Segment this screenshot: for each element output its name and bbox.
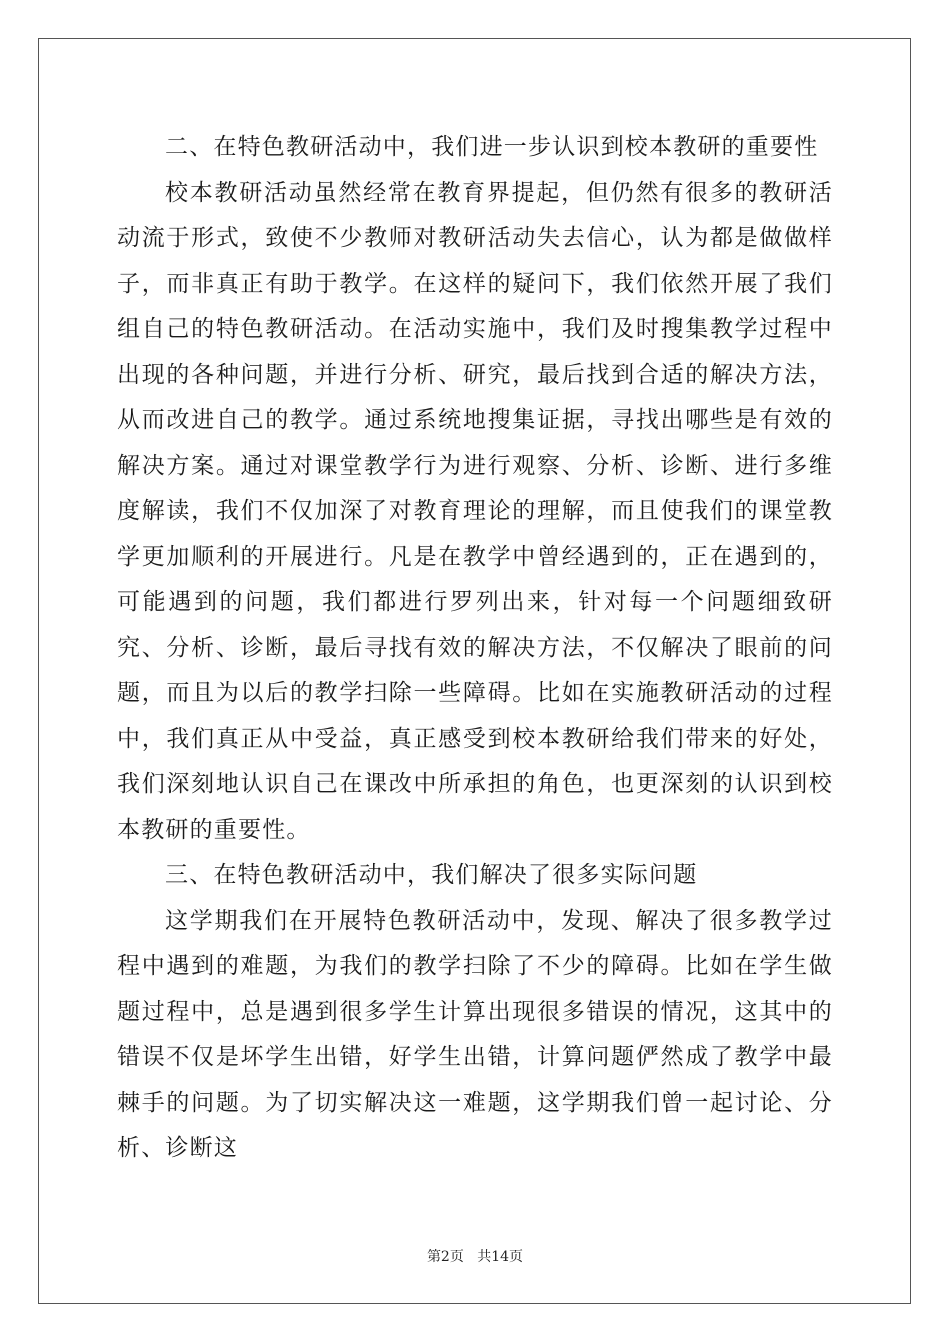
body-paragraph-2: 这学期我们在开展特色教研活动中，发现、解决了很多教学过程中遇到的难题，为我们的教学扫除了不少的障碍。比如在学生做题过程中，总是遇到很多学生计算出现很多错误的情况，这其中的错误不仅是坏学生出错，好学生出错，计算问题俨然成了教学中最棘手的问题。为了切实解决这一难题，这学期我们曾一起讨论、分析、诊断这: [117, 907, 833, 1161]
section-heading-2: 二、在特色教研活动中，我们进一步认识到校本教研的重要性: [165, 134, 819, 160]
page-number: 第2页: [426, 1249, 464, 1265]
page-total: 共14页: [477, 1249, 524, 1265]
section-heading-3: 三、在特色教研活动中，我们解决了很多实际问题: [165, 862, 698, 888]
page-footer: [0, 1246, 950, 1266]
document-body: [117, 125, 833, 1172]
body-paragraph-1: 校本教研活动虽然经常在教育界提起，但仍然有很多的教研活动流于形式，致使不少教师对教研活动失去信心，认为都是做做样子，而非真正有助于教学。在这样的疑问下，我们依然开展了我们组自己的特色教研活动。在活动实施中，我们及时搜集教学过程中出现的各种问题，并进行分析、研究，最后找到合适的解决方法，从而改进自己的教学。通过系统地搜集证据，寻找出哪些是有效的解决方案。通过对课堂教学行为进行观察、分析、诊断、进行多维度解读，我们不仅加深了对教育理论的理解，而且使我们的课堂教学更加顺利的开展进行。凡是在教学中曾经遇到的，正在遇到的，可能遇到的问题，我们都进行罗列出来，针对每一个问题细致研究、分析、诊断，最后寻找有效的解决方法，不仅解决了眼前的问题，而且为以后的教学扫除一些障碍。比如在实施教研活动的过程中，我们真正从中受益，真正感受到校本教研给我们带来的好处，我们深刻地认识自己在课改中所承担的角色，也更深刻的认识到校本教研的重要性。: [117, 179, 833, 843]
